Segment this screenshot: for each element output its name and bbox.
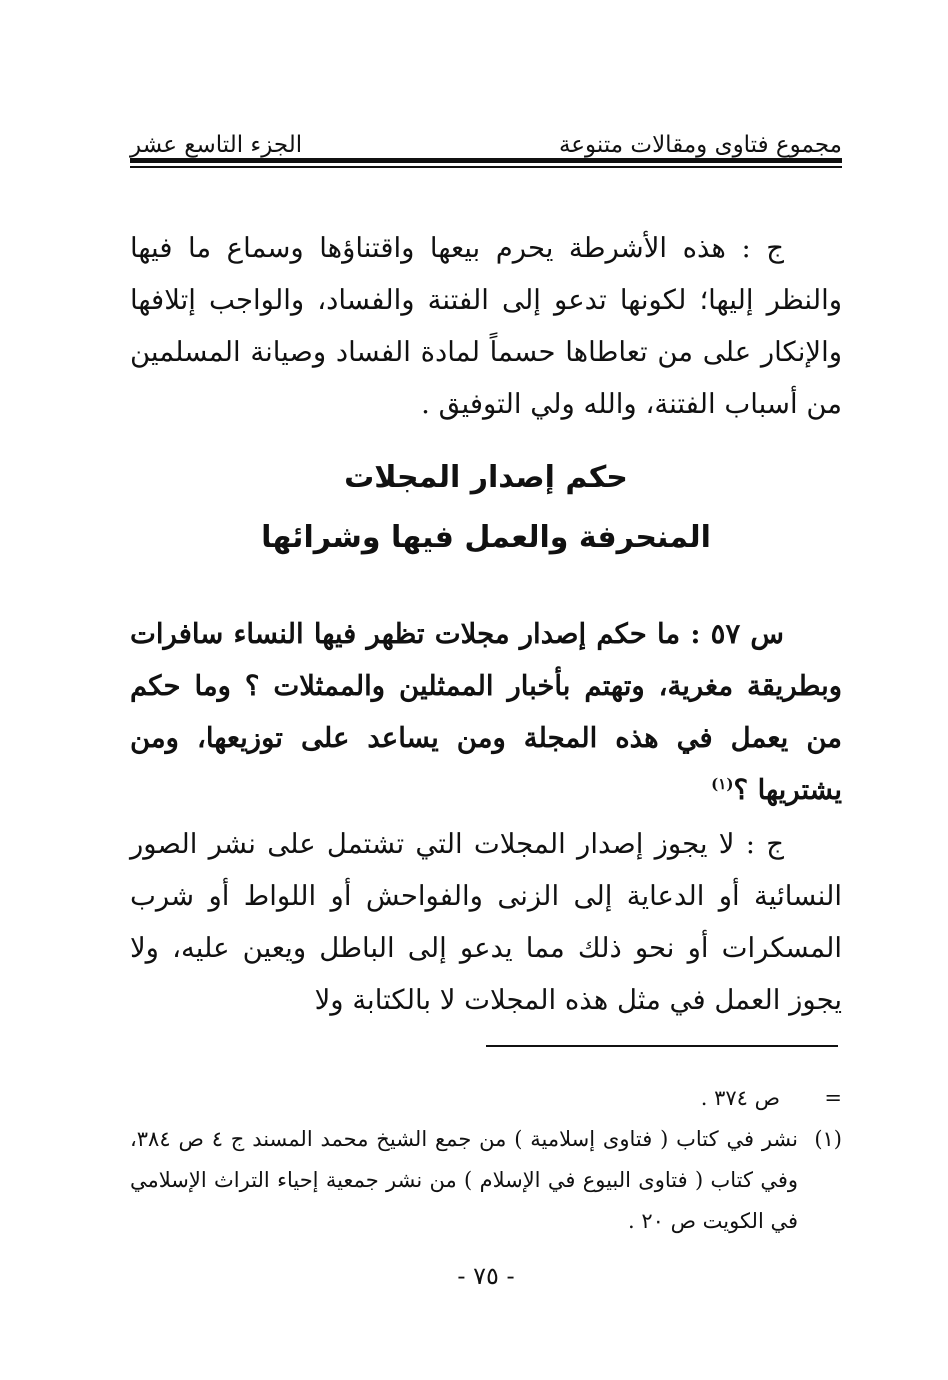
book-title: مجموع فتاوى ومقالات متنوعة (558, 132, 842, 158)
footnote-reference: (١) (711, 774, 734, 793)
footnote-marker: = (824, 1086, 842, 1110)
header-rule (130, 158, 842, 163)
footnotes (130, 1078, 842, 1242)
header-rule-thin (130, 166, 842, 168)
question-paragraph (130, 608, 842, 816)
footnote-continuation (130, 1078, 842, 1119)
answer-intro-paragraph: ج : هذه الأشرطة يحرم بيعها واقتناؤها وسماع ما فيها والنظر إليها؛ لكونها تدعو إلى الفتنة والفساد، والواجب إتلافها والإنكار على من تعاطاها حسماً لمادة الفساد وصيانة المسلمين من أسباب الفتنة، والله ولي التوفيق . (130, 232, 842, 420)
footnote-1 (130, 1119, 842, 1242)
footnote-text: ص ٣٧٤ . (700, 1086, 780, 1110)
answer-paragraph: ج : لا يجوز إصدار المجلات التي تشتمل على نشر الصور النسائية أو الدعاية إلى الزنى والفواحش أو اللواط أو شرب المسكرات أو نحو ذلك مما يدعو إلى الباطل ويعين عليه، ولا يجوز العمل في مثل هذه المجلات لا بالكتابة ولا (130, 828, 842, 1016)
section-title-line-1: حكم إصدار المجلات (344, 460, 628, 495)
section-title-line-2: المنحرفة والعمل فيها وشرائها (261, 520, 711, 555)
section-heading (130, 448, 842, 568)
footnote-marker: (١) (814, 1127, 842, 1151)
page-number: - ٧٥ - (457, 1262, 515, 1290)
footnote-divider (486, 1045, 838, 1047)
footnote-text: نشر في كتاب ( فتاوى إسلامية ) من جمع الشيخ محمد المسند ج ٤ ص ٣٨٤، وفي كتاب ( فتاوى البيوع في الإسلام ) من نشر جمعية إحياء التراث الإسلامي في الكويت ص ٢٠ . (130, 1127, 798, 1233)
running-header (130, 118, 842, 158)
question-text: س ٥٧ : ما حكم إصدار مجلات تظهر فيها النساء سافرات وبطريقة مغرية، وتهتم بأخبار الممثلين والممثلات ؟ وما حكم من يعمل في هذه المجلة ومن يساعد على توزيعها، ومن يشتريها ؟ (130, 618, 842, 806)
volume-label: الجزء التاسع عشر (130, 132, 303, 158)
